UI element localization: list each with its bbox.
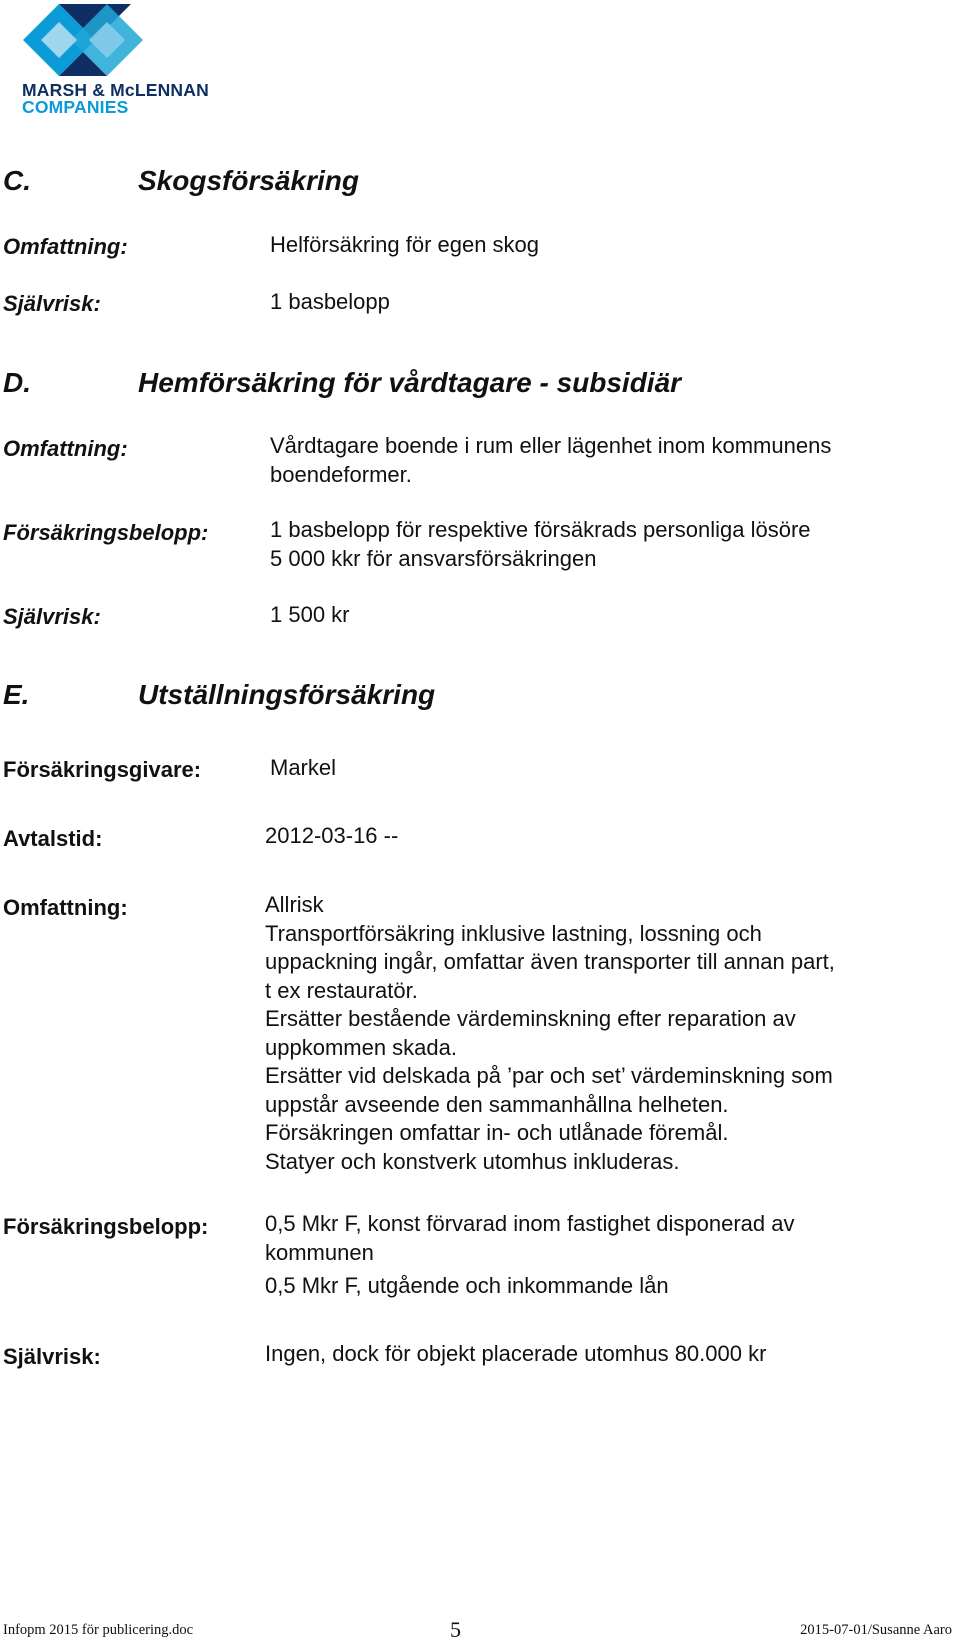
text-line: boendeformer.	[270, 461, 412, 487]
sjalvrisk-value: 1 basbelopp	[270, 289, 390, 314]
section-letter: D.	[3, 367, 31, 398]
sjalvrisk-label: Självrisk:	[3, 604, 101, 629]
text-line: 0,5 Mkr F, konst förvarad inom fastighet disponerad av	[265, 1211, 795, 1236]
text-line: Allrisk	[265, 892, 324, 917]
section-title: Utställningsförsäkring	[138, 679, 436, 710]
logo-line-1: MARSH & McLENNAN	[22, 80, 209, 100]
text-line: Ersätter vid delskada på ’par och set’ värdeminskning som	[265, 1063, 833, 1088]
section-letter: E.	[3, 679, 30, 710]
forsakringsbelopp-label: Försäkringsbelopp:	[3, 1214, 209, 1239]
text-line: Vårdtagare boende i rum eller lägenhet inom kommunens	[270, 433, 832, 458]
logo-mark-icon	[23, 4, 143, 76]
text-line: uppkommen skada.	[265, 1034, 457, 1060]
omfattning-value	[265, 891, 835, 1176]
forsakringsbelopp-value	[265, 1210, 794, 1267]
omfattning-value	[270, 432, 831, 489]
omfattning-value: Helförsäkring för egen skog	[270, 232, 540, 257]
company-logo	[20, 4, 220, 116]
text-line: Statyer och konstverk utomhus inkluderas.	[265, 1148, 680, 1174]
text-line: uppackning ingår, omfattar även transporter till annan part,	[265, 949, 835, 974]
text-line: Transportförsäkring inklusive lastning, lossning och	[265, 920, 762, 946]
section-letter: C.	[3, 165, 31, 196]
sjalvrisk-value: Ingen, dock för objekt placerade utomhus 80.000 kr	[265, 1341, 767, 1366]
section-title: Skogsförsäkring	[138, 165, 359, 196]
sjalvrisk-label: Självrisk:	[3, 291, 101, 316]
text-line: Försäkringen omfattar in- och utlånade föremål.	[265, 1120, 729, 1145]
avtalstid-value: 2012-03-16 --	[265, 823, 399, 848]
omfattning-label: Omfattning:	[3, 895, 128, 920]
omfattning-label: Omfattning:	[3, 234, 128, 259]
text-line: 1 basbelopp för respektive försäkrads personliga lösöre	[270, 517, 811, 542]
footer-page-number: 5	[450, 1617, 461, 1642]
avtalstid-label: Avtalstid:	[3, 826, 103, 851]
text-line: 5 000 kkr för ansvarsförsäkringen	[270, 545, 597, 571]
forsakringsbelopp-label: Försäkringsbelopp:	[3, 520, 209, 545]
footer-filename: Infopm 2015 för publicering.doc	[3, 1622, 194, 1638]
section-title: Hemförsäkring för vårdtagare - subsidiär	[138, 367, 682, 398]
sjalvrisk-label: Självrisk:	[3, 1344, 101, 1369]
text-line: uppstår avseende den sammanhållna helheten.	[265, 1091, 729, 1117]
text-line: kommunen	[265, 1239, 374, 1265]
forsakringsbelopp-value	[270, 516, 811, 573]
forsakringsgivare-label: Försäkringsgivare:	[3, 757, 202, 782]
logo-text	[22, 82, 209, 116]
forsakringsgivare-value: Markel	[270, 755, 337, 780]
forsakringsbelopp-value-2: 0,5 Mkr F, utgående och inkommande lån	[265, 1273, 669, 1298]
sjalvrisk-value: 1 500 kr	[270, 602, 350, 627]
footer-date-author: 2015-07-01/Susanne Aaro	[800, 1622, 952, 1638]
text-line: t ex restauratör.	[265, 977, 418, 1003]
omfattning-label: Omfattning:	[3, 436, 128, 461]
logo-line-2: COMPANIES	[22, 97, 129, 117]
text-line: Ersätter bestående värdeminskning efter reparation av	[265, 1006, 796, 1031]
